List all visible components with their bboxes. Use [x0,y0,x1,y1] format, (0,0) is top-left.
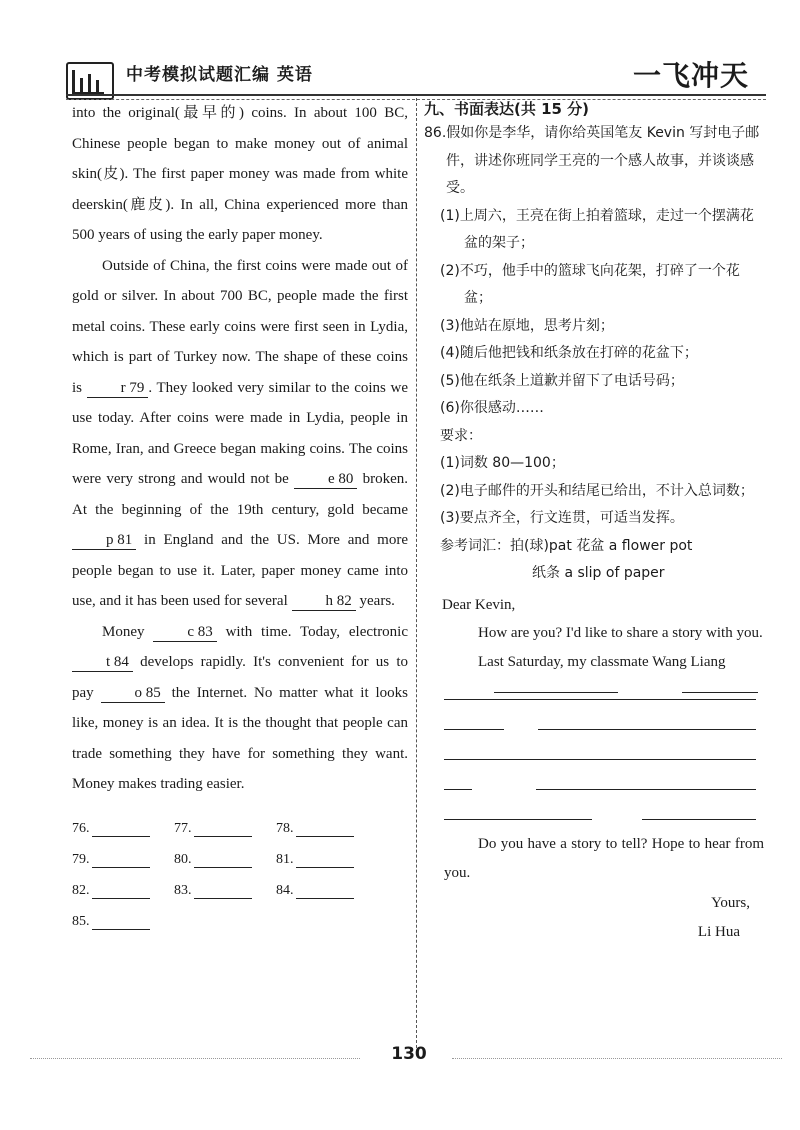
reference-vocab: 参考词汇：拍(球)pat 花盆 a flower pot [440,537,693,554]
letter [424,591,764,947]
writing-line[interactable] [424,676,764,706]
answer-84[interactable]: 84. [276,883,378,899]
answer-78[interactable]: 78. [276,821,378,837]
answer-row [72,837,408,868]
footer-rule-left [30,1058,360,1059]
answer-82[interactable]: 82. [72,883,174,899]
point-item: (3)他站在原地，思考片刻； [440,317,614,334]
blank-80[interactable]: e 80 [294,470,357,489]
answer-79[interactable]: 79. [72,852,174,868]
answer-sheet [72,806,408,930]
letter-opening: How are you? I'd like to share a story with you. [478,625,763,641]
requirement-item: (3)要点齐全，行文连贯，可适当发挥。 [440,510,684,526]
blank-84[interactable]: t 84 [72,653,133,672]
blank-81[interactable]: p 81 [72,531,136,550]
requirement-item: (2)电子邮件的开头和结尾已给出，不计入总词数； [440,482,754,499]
requirement-item: (1)词数 80—100； [440,455,565,471]
answer-85[interactable]: 85. [72,914,174,930]
passage-paragraph-1: into the original(最早的) coins. In about 100 BC, Chinese people began to make money out of animal skin(皮). The first paper money was made from white deerskin(鹿皮). In all, China experienced more than 500 years of using the early paper money. [72,105,408,243]
question-86-prompt: 86.假如你是李华，请你给英国笔友 Kevin 写封电子邮件，讲述你班同学王亮的一个感人故事，并谈谈感受。 [424,125,760,196]
point-item: (5)他在纸条上道歉并留下了电话号码； [440,372,684,389]
writing-task-column [424,98,764,946]
book-title: 中考模拟试题汇编 英语 [126,65,313,85]
blank-79[interactable]: r 79 [87,379,149,398]
writing-line[interactable] [424,706,764,736]
letter-sign-off: Yours, [711,895,750,911]
brand-logo-text: 一飞冲天 [633,59,750,92]
footer-rule-right [452,1058,782,1059]
page-header [0,0,800,100]
letter-closing: Do you have a story to tell? Hope to hear from you. [444,836,764,881]
letter-signature: Li Hua [697,923,740,940]
section-title: 九、书面表达(共 15 分) [424,100,590,118]
answer-83[interactable]: 83. [174,883,276,899]
answer-77[interactable]: 77. [174,821,276,837]
passage-paragraph-3: Money c 83 with time. Today, electronic t 84 develops rapidly. It's convenient for us to pay o 85 the Internet. No matter what it looks like, money is an idea. It is the thought that people can trade something they have for something they want. Money makes trading easier. [72,623,409,792]
answer-80[interactable]: 80. [174,852,276,868]
letter-start-line[interactable]: Last Saturday, my classmate Wang Liang [424,648,764,677]
point-item: (2)不巧，他手中的篮球飞向花架，打碎了一个花盆； [440,262,740,306]
point-item: (6)你很感动…… [440,400,544,416]
passage-paragraph-2: Outside of China, the first coins were made out of gold or silver. In about 700 BC, people made the first metal coins. These early coins were first seen in Lydia, which is part of Turkey now. The shape of these coins is r 79. They looked very similar to the coins we use today. After coins were made in Lydia, people in Rome, Iran, and Greece began making coins. The coins were very strong and would not be e 80 broken. At the beginning of the 19th century, gold became p 81 in England and the US. More and more people began to use it. Later, paper money came into use, and it has been used for several h 82 years. [72,257,408,609]
answer-row [72,868,408,899]
letter-greeting: Dear Kevin, [442,596,516,613]
answer-76[interactable]: 76. [72,821,174,837]
requirements-label: 要求： [440,427,482,444]
answer-row [72,806,408,837]
point-item: (1)上周六，王亮在街上拍着篮球，走过一个摆满花盆的架子； [440,207,754,251]
blank-83[interactable]: c 83 [153,623,216,642]
answer-row [72,899,408,930]
reading-passage-column [72,98,408,930]
writing-line[interactable] [424,766,764,796]
reference-vocab-2: 纸条 a slip of paper [532,565,665,581]
point-item: (4)随后他把钱和纸条放在打碎的花盆下； [440,345,698,361]
writing-line[interactable] [424,736,764,766]
page-number: 130 [391,1044,427,1064]
blank-85[interactable]: o 85 [101,684,165,703]
writing-line[interactable] [424,796,764,826]
answer-81[interactable]: 81. [276,852,378,868]
column-divider [416,98,417,1048]
blank-82[interactable]: h 82 [292,592,356,611]
